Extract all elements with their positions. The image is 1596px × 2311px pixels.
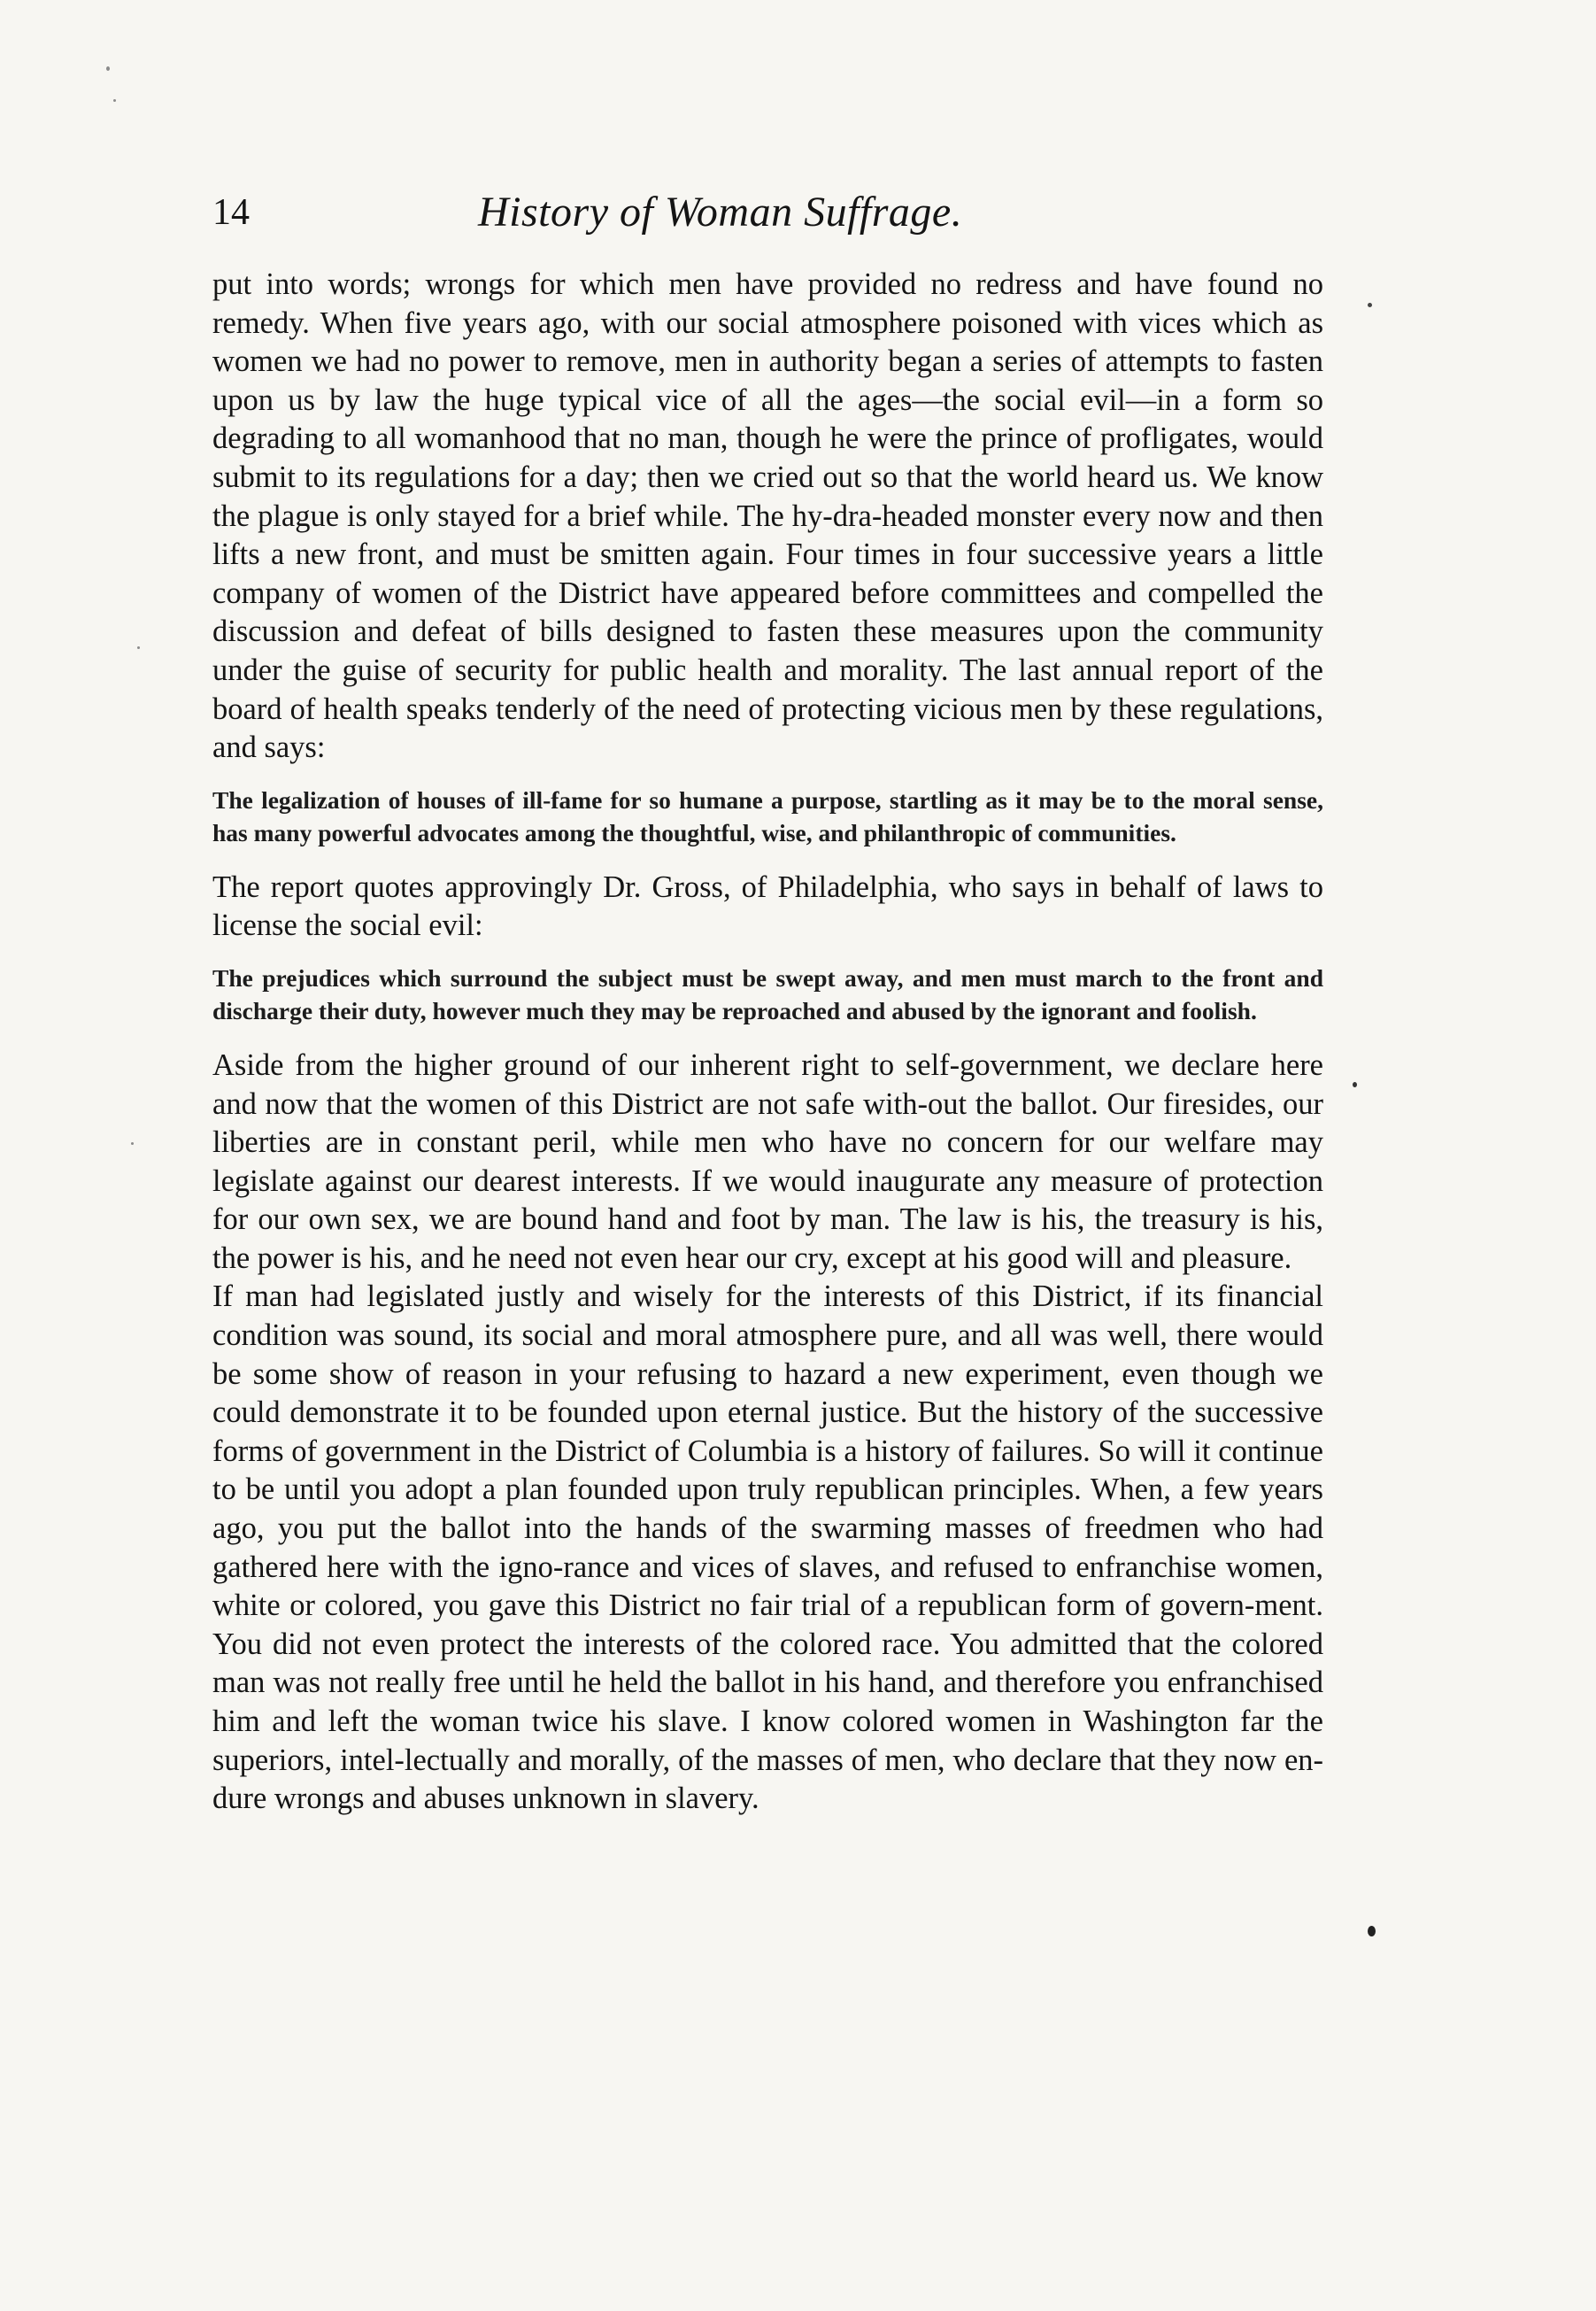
body-paragraph: The report quotes approvingly Dr. Gross, of Philadelphia, who says in behalf of laws to license the social evil: [212,870,1323,943]
scan-speck [113,99,116,102]
block-quote: The prejudices which surround the subject must be swept away, and men must march to the front and discharge their duty, however much they may be reproached and abused by the ignorant and foolish. [212,963,1323,1024]
body-paragraph: Aside from the higher ground of our inherent right to self-government, we declare here and now that the women of this District are not safe with-out the ballot. Our firesides, our liberties are in constant peril, while men who have no concern for our welfare may legislate against our dearest interests. If we would inaugurate any measure of protection for our own sex, we are bound hand and foot by man. The law is his, the treasury is his, the power is his, and he need not even hear our cry, except at his good will and pleasure. [212,1047,1323,1275]
text-column [212,266,1323,1819]
scan-speck [1368,303,1372,307]
page-number: 14 [212,192,250,233]
scan-speck [1353,1082,1357,1087]
running-head [212,182,1345,243]
scan-speck [106,66,110,71]
block-quote: The legalization of houses of ill-fame for so humane a purpose, startling as it may be to the moral sense, has many powerful advocates among the thoughtful, wise, and philanthropic of communities. [212,785,1323,846]
scan-speck [131,1142,134,1145]
body-paragraph: If man had legislated justly and wisely for the interests of this District, if its financial condition was sound, its social and moral atmosphere pure, and all was well, there would be some show of reason in your refusing to hazard a new experiment, even though we could demonstrate it to be founded upon eternal justice. But the history of the successive forms of government in the District of Columbia is a history of failures. So will it continue to be until you adopt a plan founded upon truly republican principles. When, a few years ago, you put the ballot into the hands of the swarming masses of freedmen who had gathered here with the igno-rance and vices of slaves, and refused to enfranchise women, white or colored, you gave this District no fair trial of a republican form of govern-ment. You did not even protect the interests of the colored race. You admitted that the colored man was not really free until he held the ballot in his hand, and therefore you enfranchised him and left the woman twice his slave. I know colored women in Washington far the superiors, intel-lectually and morally, of the masses of men, who declare that they now en-dure wrongs and abuses unknown in slavery. [212,1279,1323,1816]
body-paragraph: put into words; wrongs for which men have provided no redress and have found no remedy. When five years ago, with our social atmosphere poisoned with vices which as women we had no power to remove, men in authority began a series of attempts to fasten upon us by law the huge typical vice of all the ages—the social evil—in a form so degrading to all womanhood that no man, though he were the prince of profligates, would submit to its regulations for a day; then we cried out so that the world heard us. We know the plague is only stayed for a brief while. The hy-dra-headed monster every now and then lifts a new front, and must be smitten again. Four times in four successive years a little company of women of the District have appeared before committees and compelled the discussion and defeat of bills designed to fasten these measures upon the community under the guise of security for public health and morality. The last annual report of the board of health speaks tenderly of the need of protecting vicious men by these regulations, and says: [212,267,1323,765]
scan-speck [137,646,140,649]
scan-speck [1368,1926,1376,1936]
running-title: History of Woman Suffrage. [478,189,963,236]
